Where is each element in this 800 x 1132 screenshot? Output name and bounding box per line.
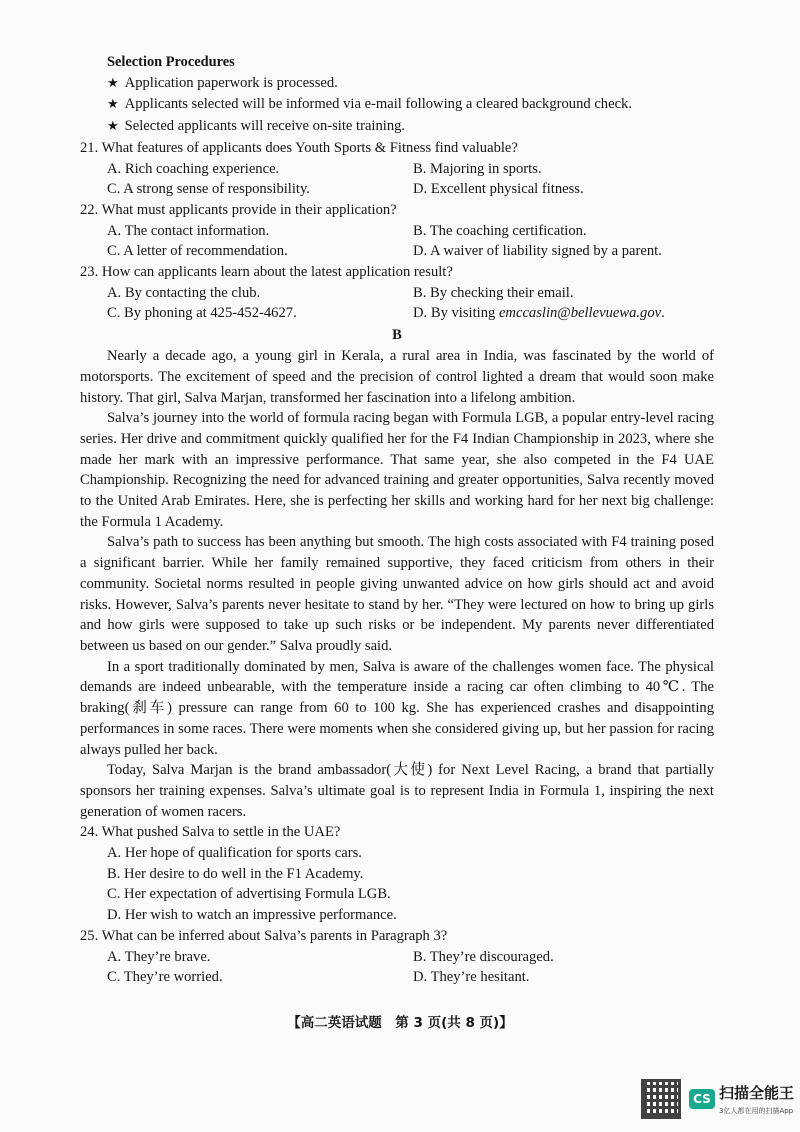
option-c: C. A letter of recommendation. [107, 243, 288, 260]
question-stem: 25. What can be inferred about Salva’s parents in Paragraph 3? [80, 927, 448, 944]
question-stem: 22. What must applicants provide in their application? [80, 201, 397, 218]
qr-code-icon [641, 1079, 681, 1119]
question-24 [80, 822, 714, 926]
page-footer: 【高二英语试题 第 3 页(共 8 页)】 [287, 1015, 513, 1031]
procedure-item: ★ Applicants selected will be informed via e-mail following a cleared background check. [107, 96, 633, 113]
paragraph: In a sport traditionally dominated by men, Salva is aware of the challenges women face. The physical demands are indeed unbearable, with the temperature inside a racing car often climbing to 40℃. The braking(刹车) pressure can range from 60 to 100 kg. She has experienced crashes and disappointing performances in some races. There were moments when she considered giving up, but her passion for racing always pulled her back. [80, 658, 714, 758]
option-d: D. Her wish to watch an impressive performance. [107, 907, 397, 924]
option-c: C. By phoning at 425-452-4627. [107, 305, 297, 322]
option-b: B. Majoring in sports. [413, 160, 542, 177]
question-22 [80, 200, 714, 262]
option-c: C. A strong sense of responsibility. [107, 181, 310, 198]
star-icon: ★ [107, 75, 119, 91]
option-d: D. By visiting emccaslin@bellevuewa.gov. [413, 305, 665, 322]
exam-page [80, 52, 714, 988]
question-stem: 21. What features of applicants does Youth Sports & Fitness find valuable? [80, 139, 518, 156]
question-stem: 23. How can applicants learn about the latest application result? [80, 264, 453, 281]
selection-procedures-heading: Selection Procedures [107, 54, 235, 70]
paragraph: Nearly a decade ago, a young girl in Kerala, a rural area in India, was fascinated by the world of motorsports. The excitement of speed and the precision of control lighted a dream that would soon make history. That girl, Salva Marjan, transformed her fascination into a lifelong ambition. [80, 348, 714, 406]
paragraph: Salva’s path to success has been anything but smooth. The high costs associated with F4 training posed a significant barrier. While her family remained supportive, they faced criticism from others in their community. Societal norms resulted in people giving unwanted advice on how girls should act and avoid risks. However, Salva’s parents never hesitate to stand by her. “They were lectured on how to bring up girls and how girls were supposed to take up such risks or be independent. My parents never differentiated between us based on our gender.” Salva proudly said. [80, 534, 714, 654]
option-d: D. Excellent physical fitness. [413, 181, 584, 198]
question-21 [80, 138, 714, 200]
scanner-watermark [641, 1079, 794, 1119]
option-b: B. By checking their email. [413, 284, 574, 301]
scanner-tagline: 3亿人都在用的扫描App [719, 1107, 794, 1115]
email-address: emccaslin@bellevuewa.gov [498, 305, 662, 322]
option-a: A. Rich coaching experience. [107, 160, 280, 177]
option-a: A. The contact information. [107, 222, 270, 239]
option-a: A. They’re brave. [107, 948, 211, 965]
option-b: B. The coaching certification. [413, 222, 587, 239]
star-icon: ★ [107, 97, 119, 113]
camscanner-logo-icon: CS [689, 1089, 715, 1109]
scanner-app-name: 扫描全能王 [719, 1084, 795, 1102]
option-c: C. They’re worried. [107, 969, 223, 986]
option-d: D. They’re hesitant. [413, 969, 530, 986]
paragraph: Salva’s journey into the world of formula racing began with Formula LGB, a popular entry-level racing series. Her drive and commitment quickly qualified her for the F4 Indian Championship in 2023, where she made her mark with an impressive performance. That same year, she also competed in the F4 UAE Championship. Recognizing the need for advanced training and greater opportunities, Salva recently moved to the United Arab Emirates. Here, she is perfecting her skills and working hard for her next big challenge: the Formula 1 Academy. [80, 410, 714, 530]
question-23 [80, 262, 714, 324]
procedure-item: ★ Application paperwork is processed. [107, 74, 338, 91]
question-25 [80, 926, 714, 988]
option-b: B. They’re discouraged. [413, 948, 554, 965]
paragraph: Today, Salva Marjan is the brand ambassador(大使) for Next Level Racing, a brand that partially sponsors her training expenses. Salva’s ultimate goal is to represent India in Formula 1, inspiring the next generation of women racers. [80, 762, 714, 820]
procedure-item: ★ Selected applicants will receive on-site training. [107, 118, 406, 135]
option-a: A. By contacting the club. [107, 284, 261, 301]
option-c: C. Her expectation of advertising Formula LGB. [107, 886, 391, 903]
option-a: A. Her hope of qualification for sports cars. [107, 845, 362, 862]
passage-label: B [392, 327, 402, 344]
option-d: D. A waiver of liability signed by a parent. [413, 243, 662, 260]
star-icon: ★ [107, 119, 119, 135]
option-b: B. Her desire to do well in the F1 Academy. [107, 865, 364, 882]
question-stem: 24. What pushed Salva to settle in the UAE? [80, 824, 341, 841]
